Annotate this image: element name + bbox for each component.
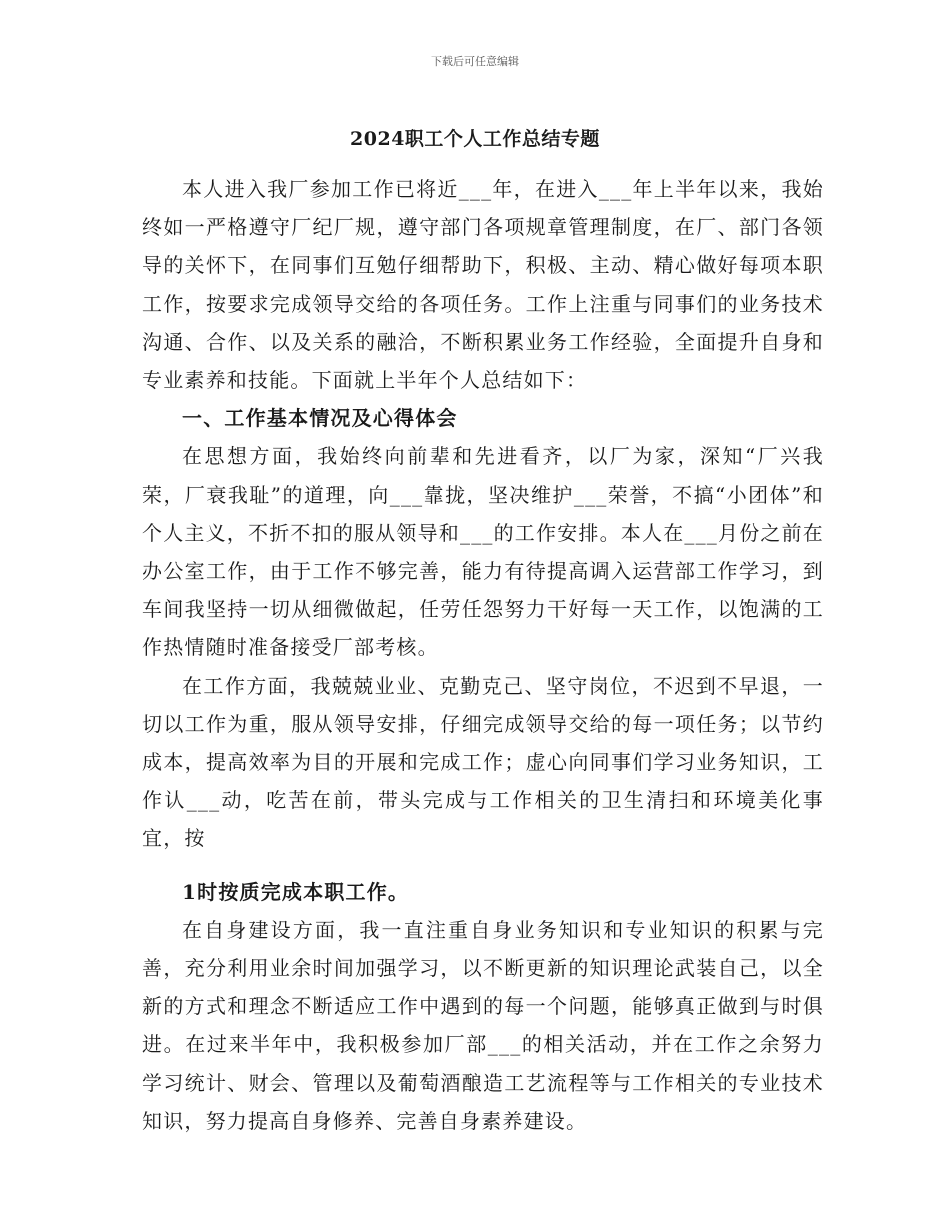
header-note: 下载后可任意编辑 [431, 55, 519, 68]
section-heading: 一、工作基本情况及心得体会 [182, 406, 458, 431]
document-body [142, 170, 824, 1140]
work-paragraph: 在工作方面，我兢兢业业、克勤克己、坚守岗位，不迟到不早退，一切以工作为重，服从领导安排，仔细完成领导交给的每一项任务；以节约成本，提高效率为目的开展和完成工作；虚心向同事们学习业务知识，工作认___动，吃苦在前，带头完成与工作相关的卫生清扫和环境美化事宜，按 [142, 673, 824, 851]
ideology-paragraph: 在思想方面，我始终向前辈和先进看齐，以厂为家，深知“厂兴我荣，厂衰我耻”的道理，向___靠拢，坚决维护___荣誉，不搞“小团体”和个人主义，不折不扣的服从领导和___的工作安排。本人在___月份之前在办公室工作，由于工作不够完善，能力有待提高调入运营部工作学习，到车间我坚持一切从细微做起，任劳任怨努力干好每一天工作，以饱满的工作热情随时准备接受厂部考核。 [142, 444, 824, 660]
intro-paragraph: 本人进入我厂参加工作已将近___年，在进入___年上半年以来，我始终如一严格遵守厂纪厂规，遵守部门各项规章管理制度，在厂、部门各领导的关怀下，在同事们互勉仔细帮助下，积极、主动、精心做好每项本职工作，按要求完成领导交给的各项任务。工作上注重与同事们的业务技术沟通、合作、以及关系的融洽，不断积累业务工作经验，全面提升自身和专业素养和技能。下面就上半年个人总结如下： [142, 177, 824, 393]
self-development-paragraph: 在自身建设方面，我一直注重自身业务知识和专业知识的积累与完善，充分利用业余时间加强学习，以不断更新的知识理论武装自己，以全新的方式和理念不断适应工作中遇到的每一个问题，能够真正做到与时俱进。在过来半年中，我积极参加厂部___的相关活动，并在工作之余努力学习统计、财会、管理以及葡萄酒酿造工艺流程等与工作相关的专业技术知识，努力提高自身修养、完善自身素养建设。 [142, 917, 824, 1133]
document-title: 2024职工个人工作总结专题 [350, 128, 600, 150]
bold-line: 1时按质完成本职工作。 [182, 879, 410, 904]
